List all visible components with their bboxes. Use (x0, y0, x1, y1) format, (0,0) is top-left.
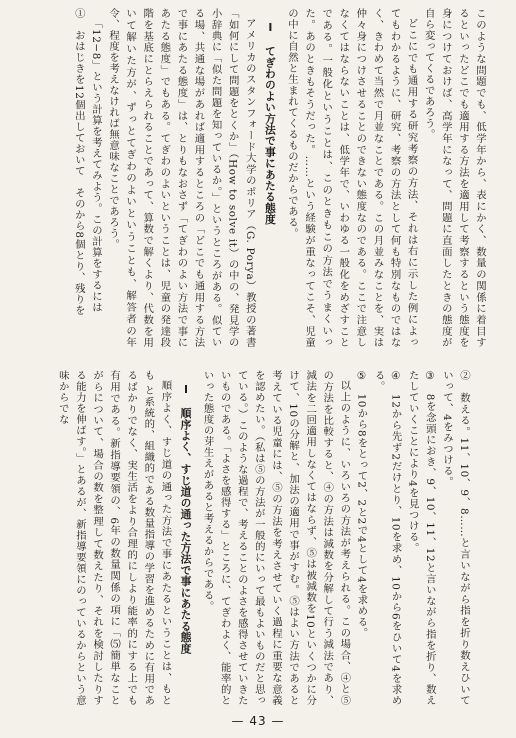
list-item: ② 数える。11、10、9、8……と言いながら指を折り数えひいていって、4をみつける。 (440, 370, 470, 706)
section-heading: Ⅰ 順序よく、すじ道の通った方法で事にあたる態度 (179, 382, 193, 654)
list-item: ③ 8を念頭におき、9、10、11、12と言いながら指を折り、数えたしていくことにより4を見つける。 (406, 370, 436, 706)
page-number: — 43 — (231, 714, 285, 728)
paragraph: このような問題でも、低学年から、表にかく、数量の関係に着目するといったどこでも適用する方法を適用して考察するという態度を身につけておけば、高学年になって、問題に直面したときの態度が自ら変ってくるであろう。 (422, 8, 486, 348)
paragraph: アメリカのスタンフォード大学のポリア（G. Porya）教授の著書「如何にして問題をとくか」（How to solve it）の中の、発見学の小辞典に「似た問題を知っているか。」というところがある。似ている場、共通な場があれば適用するところの「どこでも通用する方法で事にあたる態度」は、とりもなおさず「てぎわのよい方法で事にあたる態度」でもある。てぎわのよいということは、児童の発達段階を基底にとらえられることであって、算数で解くより、代数を用いて解いた方が、ずっとてぎわのよいということも、解答者の年令、程度を考えなければ無意味なことであろう。 (107, 8, 256, 348)
list-item: ④ 12から先ず2だけとり、10を求め、10から6をひいて4を求める。 (372, 370, 402, 706)
list-item: ① おはじきを12個出しておいて そのから8個とり、残りを (72, 8, 85, 316)
section-heading: Ⅰ てぎわのよい方法で事にあたる態度 (263, 20, 277, 225)
list-item: ⑤ 10から8をとって2、2と2で4として4を求める。 (355, 370, 368, 639)
upper-text-block (20, 8, 488, 348)
paragraph: どこにでも通用する研究考察の方法、それは右に示した例によってもわかるように、研究、考察の方法として何も特別なものではなく、きわめて当然で月並なことである。この月並みなことを、実は仲々身につけさせることのできない態度なのである。ここで注意しなくてはならないことは、低学年で、いわゆる一般化をめざすことである。一般化ということは、このときもこの方法でうまくいった。あのときもそうだった。……という経験が重なってこそ、児童の中に自然と生まれてくるものだからである。 (285, 8, 418, 348)
lower-text-block (26, 370, 472, 706)
paragraph: 「12−8」という計算を考えてみよう。この計算をするには (89, 18, 102, 314)
paragraph: 順序よく、すじ道の通った方法で事にあたるということは、もとも と系統的、組織的である数量指導の学習を進めるために有用であるばかりでなく、実生活をより合理的にしより能率的にする上でも有用である。新指導要領の、6年の数量関係の項に「⑸簡単なことがらについて、場合の数を整理して数えたり、それを検討したりする能力を伸ばす。」とあるが、新指導要領にのっているからという意味からでな (56, 370, 172, 706)
paragraph: 以上のように、いろいろの方法が考えられる。この場合、④と⑤の方法を比較すると、④の方法は減数を分解して行う減法であり、減法を二回適用しなくてはならず、⑤は被減数を10といくつかに分けて、10の分解と、加法の適用で事がすむ。⑤はよい方法であると考えている児童には、⑤の方法を考えさせていく過程に重要な意義を認めたい。（私は⑤の方法が一般的にいって最もよいものだと思っている。）このような過程で、考えることのよさを感得させていきたいものである。「よさを感得する」ところに、てぎわよく、能率的といった態度の芽生えがあると考えるからである。 (201, 370, 351, 706)
